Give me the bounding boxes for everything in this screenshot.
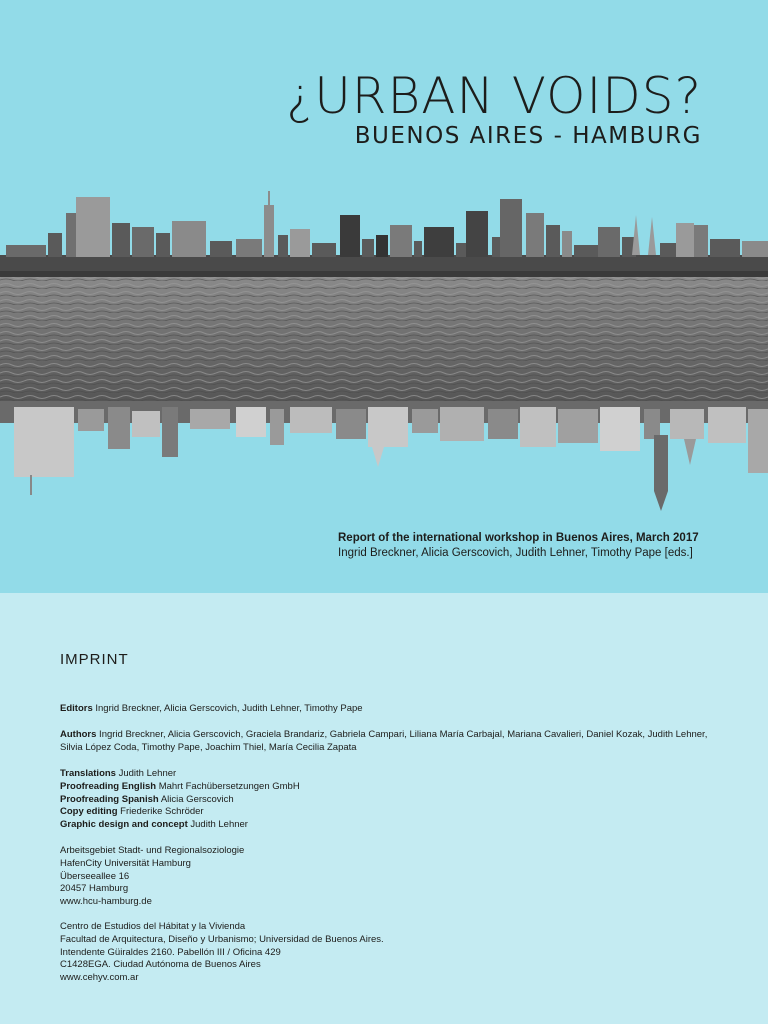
credit-label: Copy editing (60, 806, 118, 818)
address-hcu (60, 845, 720, 909)
editors-line: Ingrid Breckner, Alicia Gerscovich, Judith Lehner, Timothy Pape [eds.] (338, 547, 693, 559)
imprint-editors (60, 703, 720, 716)
imprint-section (0, 593, 768, 1024)
report-info (338, 531, 699, 561)
report-line: Report of the international workshop in Buenos Aires, March 2017 (338, 532, 699, 544)
skyline-water-photo (0, 185, 768, 515)
address-line: Arbeitsgebiet Stadt- und Regionalsoziologie (60, 845, 245, 856)
address-line: Intendente Güiraldes 2160. Pabellón III / Oficina 429 (60, 946, 281, 958)
address-line: HafenCity Universität Hamburg (60, 857, 191, 869)
credit-label: Translations (60, 768, 116, 779)
credit-line (60, 781, 720, 794)
address-line: Centro de Estudios del Hábitat y la Vivienda (60, 921, 246, 932)
credit-label: Graphic design and concept (60, 819, 188, 831)
imprint-credits (60, 768, 720, 832)
editors-value: Ingrid Breckner, Alicia Gerscovich, Judith Lehner, Timothy Pape (92, 703, 363, 714)
credit-value: Mahrt Fachübersetzungen GmbH (156, 780, 300, 792)
address-line: 20457 Hamburg (60, 883, 129, 895)
address-line: Facultad de Arquitectura, Diseño y Urbanismo; Universidad de Buenos Aires. (60, 933, 384, 945)
skyline-top (0, 191, 768, 279)
credit-line (60, 768, 720, 781)
credit-line (60, 819, 720, 832)
address-cehyv (60, 921, 720, 985)
address-line: C1428EGA. Ciudad Autónoma de Buenos Aires (60, 959, 261, 971)
cover-subtitle: BUENOS AIRES - HAMBURG (354, 123, 702, 149)
authors-value: Ingrid Breckner, Alicia Gerscovich, Graciela Brandariz, Gabriela Campari, Liliana María Carbajal, Mariana Cavalieri, Daniel Kozak, Judith Lehner, Silvia López Coda, Timothy Pape, Joachim Thiel, María Cecilia Zapata (60, 729, 708, 753)
credit-label: Proofreading English (60, 780, 157, 792)
hcu-website-link[interactable]: www.hcu-hamburg.de (60, 896, 152, 908)
credit-value: Friederike Schröder (117, 806, 204, 818)
imprint-authors (60, 729, 720, 755)
cover-title-block (286, 68, 702, 150)
imprint-heading: IMPRINT (60, 651, 129, 668)
credit-value: Judith Lehner (187, 819, 248, 831)
editors-label: Editors (60, 703, 93, 714)
authors-label: Authors (60, 729, 97, 740)
credit-line (60, 806, 720, 819)
credit-label: Proofreading Spanish (60, 793, 159, 805)
cehyv-website-link[interactable]: www.cehyv.com.ar (60, 972, 139, 984)
credit-value: Judith Lehner (115, 768, 177, 779)
credit-value: Alicia Gerscovich (158, 793, 234, 805)
credit-line (60, 794, 720, 807)
cover-title: ¿URBAN VOIDS? (286, 67, 702, 125)
skyline-bottom (0, 401, 768, 511)
address-line: Überseeallee 16 (60, 870, 130, 882)
